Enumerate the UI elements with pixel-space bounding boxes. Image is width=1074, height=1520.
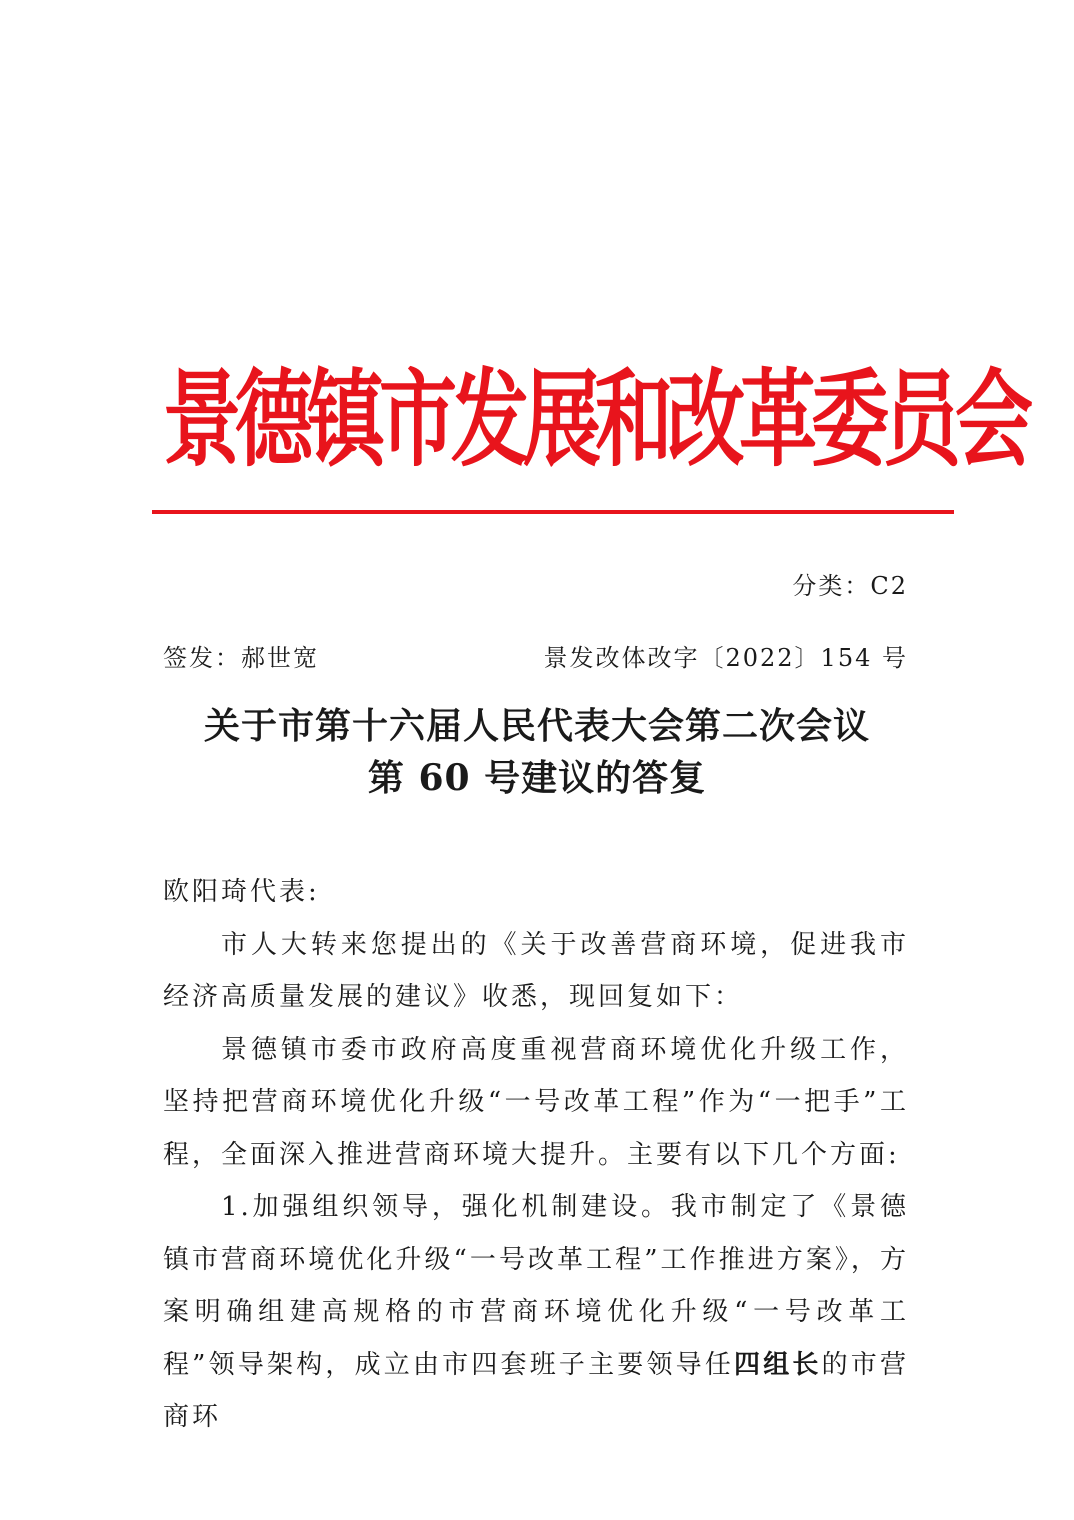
- salutation: 欧阳琦代表:: [163, 877, 320, 907]
- masthead-red-rule: [152, 510, 954, 514]
- document-title-line-1: 关于市第十六届人民代表大会第二次会议: [203, 705, 870, 747]
- paragraph-3-bold-text: 四组长: [734, 1349, 822, 1380]
- document-title-line-2: 第 60 号建议的答复: [367, 757, 707, 799]
- document-title: [140, 700, 934, 804]
- paragraph-3-text-start: 1.加强组织领导，强化机制建设。我市制定了《景德镇市营商环境优化升级“一号改革工程”工作推进方案》，方案明确组建高规格的市营商环境优化升级“一号改革工程”领导架构，成立由市四套班子主要领导任: [163, 1192, 909, 1380]
- paragraph-3: [163, 1181, 909, 1444]
- signed-by: 签发：郝世宽: [163, 644, 319, 672]
- masthead-organization: [163, 360, 1028, 482]
- masthead-text: 景德镇市发展和改革委员会: [163, 360, 1028, 482]
- classification-label: 分类：C2: [792, 572, 908, 600]
- paragraph-3-text-end: 的市营商环: [163, 1349, 909, 1432]
- paragraph-1: 市人大转来您提出的《关于改善营商环境，促进我市经济高质量发展的建议》收悉，现回复如下：: [163, 929, 909, 1012]
- issuer-line: [163, 640, 908, 676]
- document-number: 景发改体改字〔2022〕154 号: [543, 644, 908, 672]
- paragraph-2: 景德镇市委市政府高度重视营商环境优化升级工作，坚持把营商环境优化升级“一号改革工程”作为“一把手”工程，全面深入推进营商环境大提升。主要有以下几个方面:: [163, 1034, 909, 1170]
- document-body: [163, 866, 909, 1444]
